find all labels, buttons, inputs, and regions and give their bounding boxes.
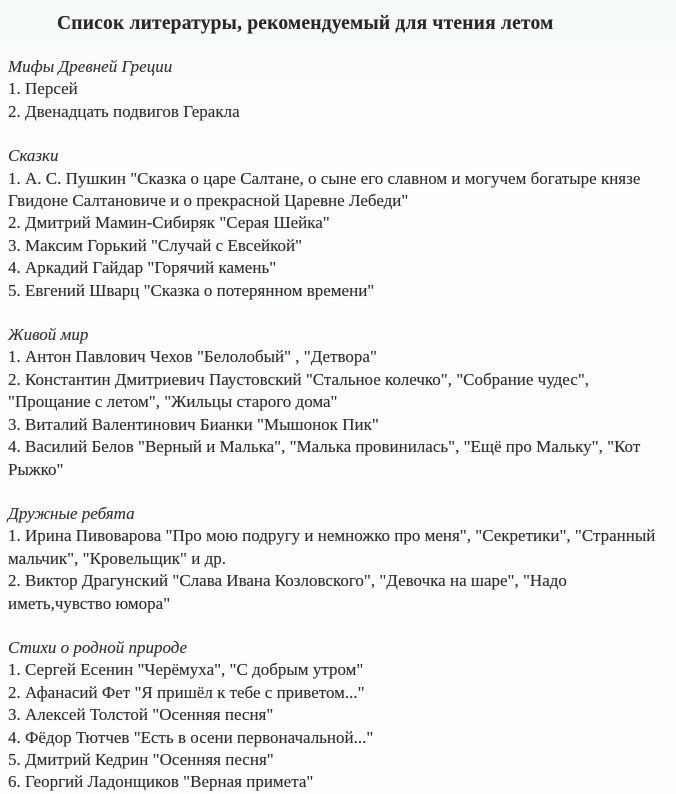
list-item: 3. Алексей Толстой "Осенняя песня" [8,705,274,725]
list-item: 1. Антон Павлович Чехов "Белолобый" , "Детвора" [8,347,377,367]
section-heading: Стихи о родной природе [8,637,188,657]
list-item: 1. А. С. Пушкин "Сказка о царе Салтане, о сыне его славном и могучем богатыре князе Гвидоне Салтановиче и о прекрасной Царевне Лебеди" [8,168,641,211]
list-item: 5. Евгений Шварц "Сказка о потерянном времени" [8,280,375,300]
reading-section [8,637,672,794]
list-item: 4. Фёдор Тютчев "Есть в осени первоначальной..." [8,727,374,747]
list-item: 2. Афанасий Фет "Я пришёл к тебе с приветом..." [8,682,365,702]
list-item: 4. Василий Белов "Верный и Малька", "Малька провинилась", "Ещё про Мальку", "Кот Рыжко" [8,437,641,479]
page-title: Список литературы, рекомендуемый для чтения летом [57,13,554,34]
reading-section [8,503,672,615]
reading-section [8,145,672,302]
list-item: 2. Константин Дмитриевич Паустовский "Стальное колечко", "Собрание чудес", "Прощание с летом", "Жильцы старого дома" [8,369,590,412]
section-heading: Сказки [8,146,59,166]
section-heading: Мифы Древней Греции [8,57,173,76]
list-item: 3. Максим Горький "Случай с Евсейкой" [8,235,303,255]
list-item: 2. Виктор Драгунский "Слава Ивана Козловского", "Девочка на шаре", "Надо иметь,чувство юмора" [8,571,567,613]
list-item: 6. Георгий Ладонщиков "Верная примета" [8,772,314,792]
list-item: 1. Персей [8,79,78,99]
list-item: 2. Дмитрий Мамин-Сибиряк "Серая Шейка" [8,213,330,233]
list-item: 4. Аркадий Гайдар "Горячий камень" [8,258,277,278]
list-item: 5. Дмитрий Кедрин "Осенняя песня" [8,749,274,769]
reading-section [8,324,672,481]
list-item: 1. Сергей Есенин "Черёмуха", "С добрым утром" [8,660,364,680]
list-item: 2. Двенадцать подвигов Геракла [8,101,240,121]
section-heading: Дружные ребята [8,503,135,523]
section-heading: Живой мир [8,325,89,345]
sections-container [8,56,672,794]
reading-section [8,56,672,123]
list-item: 3. Виталий Валентинович Бианки "Мышонок Пик" [8,414,379,434]
list-item: 1. Ирина Пивоварова "Про мою подругу и немножко про меня", "Секретики", "Странный мальчик", "Кровельщик" и др. [8,526,656,568]
